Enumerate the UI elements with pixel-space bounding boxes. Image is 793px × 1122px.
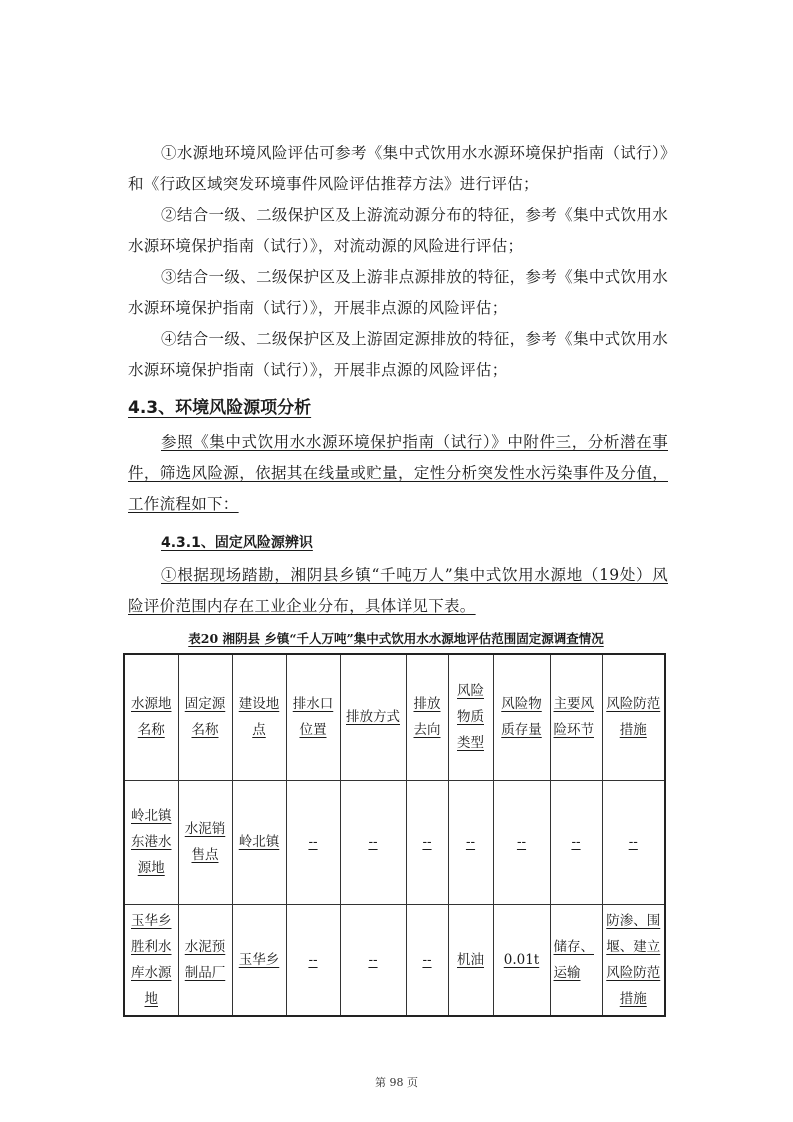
subsection-intro <box>128 560 668 622</box>
table-cell: 水泥预制品厂 <box>178 904 232 1016</box>
table-header-row <box>124 654 665 780</box>
table-caption: 表20 湘阴县 乡镇“千人万吨”集中式饮用水水源地评估范围固定源调查情况 <box>188 631 604 646</box>
table-cell: -- <box>493 780 550 904</box>
table-cell: -- <box>550 780 602 904</box>
paragraph-item-4: ④结合一级、二级保护区及上游固定源排放的特征，参考《集中式饮用水水源环境保护指南（试行）》，开展非点源的风险评估； <box>128 330 668 379</box>
page-number: 第 98 页 <box>375 1076 418 1089</box>
header-cell: 排放方式 <box>340 654 406 780</box>
paragraph-item-1: ①水源地环境风险评估可参考《集中式饮用水水源环境保护指南（试行）》和《行政区域突发环境事件风险评估推荐方法》进行评估； <box>128 144 668 193</box>
table-cell: -- <box>448 780 493 904</box>
table-cell: 0.01t <box>493 904 550 1016</box>
subsection-intro-text: ①根据现场踏勘，湘阴县乡镇“千吨万人”集中式饮用水源地（19处）风险评价范围内存在工业企业分布，具体详见下表。 <box>128 566 668 615</box>
table-cell: -- <box>602 780 665 904</box>
table-cell: 储存、运输 <box>550 904 602 1016</box>
header-cell: 水源地名称 <box>124 654 178 780</box>
header-cell: 排水口位置 <box>286 654 340 780</box>
table-cell: 玉华乡 <box>232 904 286 1016</box>
table-cell: -- <box>286 904 340 1016</box>
header-cell: 风险防范措施 <box>602 654 665 780</box>
table-cell: 玉华乡胜利水库水源地 <box>124 904 178 1016</box>
paragraph-item-3: ③结合一级、二级保护区及上游非点源排放的特征，参考《集中式饮用水水源环境保护指南（试行）》，开展非点源的风险评估； <box>128 268 668 317</box>
section-intro <box>128 427 668 520</box>
table-cell: -- <box>406 780 448 904</box>
table-cell: -- <box>340 904 406 1016</box>
table-row <box>124 904 665 1016</box>
header-cell: 风险物质存量 <box>493 654 550 780</box>
table-row <box>124 780 665 904</box>
section-intro-text: 参照《集中式饮用水水源环境保护指南（试行）》中附件三，分析潜在事件，筛选风险源，依据其在线量或贮量，定性分析突发性水污染事件及分值，工作流程如下： <box>128 433 668 513</box>
header-cell: 主要风险环节 <box>550 654 602 780</box>
header-cell: 排放去向 <box>406 654 448 780</box>
fixed-source-table <box>123 653 666 1017</box>
header-cell: 建设地点 <box>232 654 286 780</box>
section-heading: 4.3、环境风险源项分析 <box>128 398 312 418</box>
table-cell: -- <box>340 780 406 904</box>
table-cell: 防渗、围堰、建立风险防范措施 <box>602 904 665 1016</box>
table-cell: -- <box>286 780 340 904</box>
header-cell: 固定源名称 <box>178 654 232 780</box>
paragraph-item-2: ②结合一级、二级保护区及上游流动源分布的特征，参考《集中式饮用水水源环境保护指南（试行）》，对流动源的风险进行评估； <box>128 206 668 255</box>
table-cell: 机油 <box>448 904 493 1016</box>
table-cell: 岭北镇 <box>232 780 286 904</box>
subsection-heading: 4.3.1、固定风险源辨识 <box>161 535 313 551</box>
table-cell: 水泥销售点 <box>178 780 232 904</box>
header-cell: 风险物质类型 <box>448 654 493 780</box>
table-cell: -- <box>406 904 448 1016</box>
table-cell: 岭北镇东港水源地 <box>124 780 178 904</box>
